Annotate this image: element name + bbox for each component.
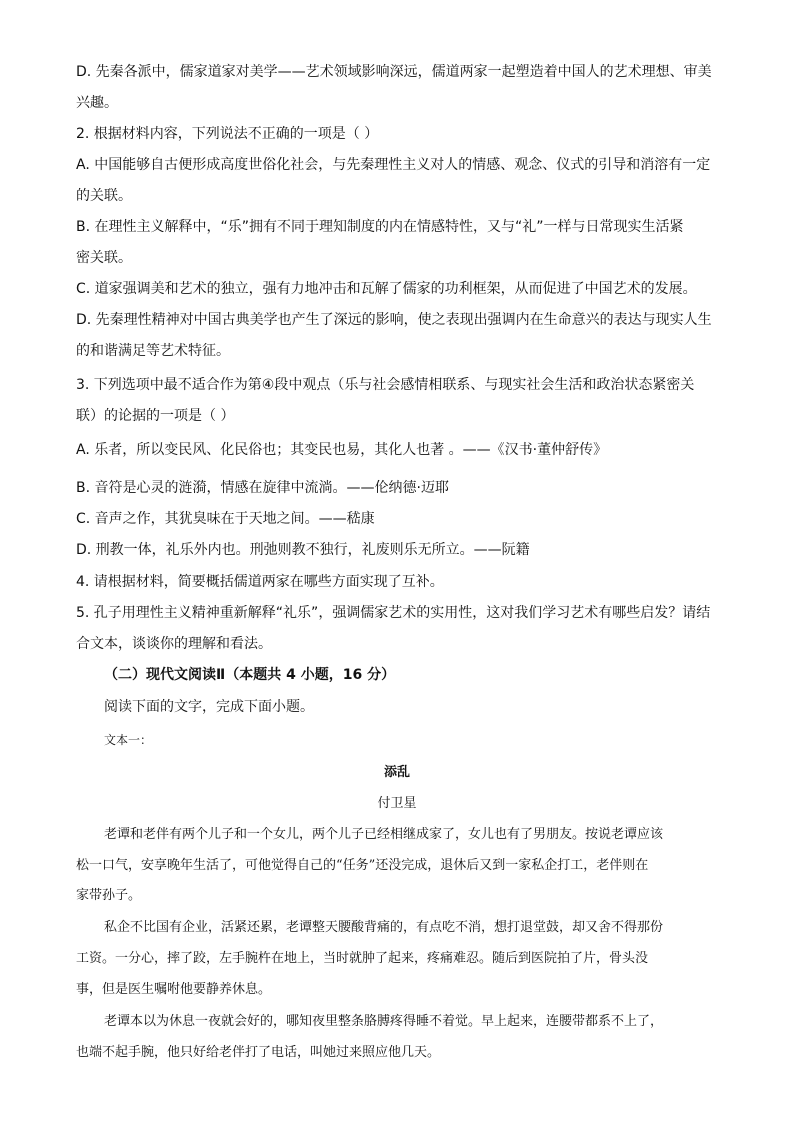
option-d-q3: D. 刑教一体，礼乐外内也。刑弛则教不独行，礼废则乐无所立。——阮籍: [76, 542, 530, 558]
question-5-line2: 合文本，谈谈你的理解和看法。: [76, 636, 272, 652]
story-paragraph-3-line2: 也端不起手腕，他只好给老伴打了电话，叫她过来照应他几天。: [76, 1045, 441, 1060]
question-5-line1: 5. 孔子用理性主义精神重新解释“礼乐”，强调儒家艺术的实用性，这对我们学习艺术有哪些启发？请结: [76, 605, 711, 621]
story-paragraph-2-line2: 工资。一分心，摔了跤，左手腕杵在地上，当时就肿了起来，疼痛难忍。随后到医院拍了片，骨头没: [76, 951, 649, 966]
option-a-q2-line1: A. 中国能够自古便形成高度世俗化社会，与先秦理性主义对人的情感、观念、仪式的引导和消溶有一定: [76, 157, 711, 173]
option-a-q3: A. 乐者，所以变民风、化民俗也；其变民也易，其化人也著 。——《汉书·董仲舒传》: [76, 442, 608, 458]
question-2: 2. 根据材料内容，下列说法不正确的一项是（ ）: [76, 126, 379, 142]
option-a-q2-line2: 的关联。: [76, 188, 132, 204]
option-c-q3: C. 音声之作，其犹臭味在于天地之间。——嵇康: [76, 511, 375, 527]
question-4: 4. 请根据材料，简要概括儒道两家在哪些方面实现了互补。: [76, 574, 444, 590]
story-paragraph-3-line1: 老谭本以为休息一夜就会好的，哪知夜里整条胳膊疼得睡不着觉。早上起来，连腰带都系不上了，: [104, 1014, 664, 1029]
option-b-q2-line1: B. 在理性主义解释中，“乐”拥有不同于理知制度的内在情感特性，又与“礼”一样与日常现实生活紧: [76, 219, 684, 235]
story-paragraph-2-line3: 事，但是医生嘱咐他要静养休息。: [76, 982, 272, 997]
story-paragraph-2-line1: 私企不比国有企业，活紧还累，老谭整天腰酸背痛的，有点吃不消，想打退堂鼓，却又舍不得那份: [104, 920, 664, 935]
option-d-q1-line2: 兴趣。: [76, 95, 118, 111]
story-author: 付卫星: [377, 796, 417, 811]
section-heading: （二）现代文阅读Ⅱ（本题共 4 小题，16 分）: [104, 667, 396, 683]
story-paragraph-1-line3: 家带孙子。: [76, 888, 142, 903]
question-3-line1: 3. 下列选项中最不适合作为第④段中观点（乐与社会感情相联系、与现实社会生活和政治状态紧密关: [76, 377, 695, 393]
option-c-q2: C. 道家强调美和艺术的独立，强有力地冲击和瓦解了儒家的功利框架，从而促进了中国艺术的发展。: [76, 281, 697, 297]
option-b-q2-line2: 密关联。: [76, 250, 132, 266]
story-title: 添乱: [383, 765, 410, 780]
option-d-q1-line1: D. 先秦各派中，儒家道家对美学——艺术领域影响深远，儒道两家一起塑造着中国人的艺术理想、审美: [76, 64, 712, 80]
story-paragraph-1-line1: 老谭和老伴有两个儿子和一个女儿，两个儿子已经相继成家了，女儿也有了男朋友。按说老谭应该: [104, 827, 664, 842]
option-d-q2-line2: 的和谐满足等艺术特征。: [76, 343, 230, 359]
option-b-q3: B. 音符是心灵的涟漪，情感在旋律中流淌。——伦纳德·迈耶: [76, 480, 449, 496]
option-d-q2-line1: D. 先秦理性精神对中国古典美学也产生了深远的影响，使之表现出强调内在生命意兴的表达与现实人生: [76, 312, 712, 328]
question-3-line2: 联）的论据的一项是（ ）: [76, 408, 235, 424]
instruction: 阅读下面的文字，完成下面小题。: [104, 699, 314, 715]
text-label: 文本一：: [104, 733, 153, 747]
story-paragraph-1-line2: 松一口气，安享晚年生活了，可他觉得自己的“任务”还没完成，退休后又到一家私企打工，老伴则在: [76, 858, 649, 873]
